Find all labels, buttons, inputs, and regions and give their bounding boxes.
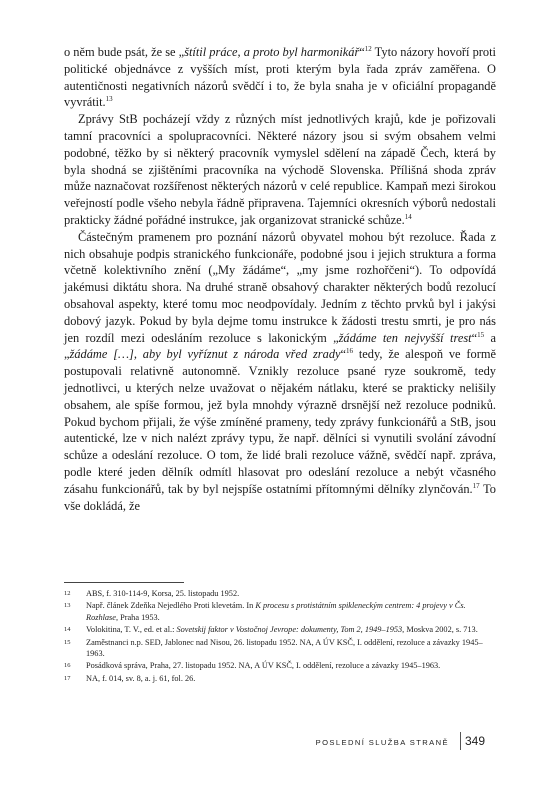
- text-run: Částečným pramenem pro poznání názorů obyvatel mohou být rezoluce. Řada z nich obsahuje podpis stranického funkcionáře, podobné jsou i jejich struktura a forma včetně kolektivního znění („My žádáme“, „my jsme rozhořčeni“). To odpovídá jakémusi diktátu shora. Na druhé straně obsahový charakter některých bodů rezolucí obsahoval aspekty, které tomu moc neodpovídaly. Jedním z těchto prvků byl i jakýsi dobový jazyk. Pokud by byla dejme tomu instrukce k žádosti trestu smrti, je pro nás jen rozdíl mezi odesláním rezoluce s lakonickým „: [64, 229, 496, 345]
- text-run: To vše dokládá, že: [64, 481, 496, 513]
- footnote: [64, 673, 496, 684]
- italic-quote: štítil práce, a proto byl harmonikář: [184, 45, 360, 59]
- footnote-ref: 15: [477, 330, 485, 339]
- footnote-number: 14: [64, 626, 71, 634]
- footnote-separator: [64, 582, 184, 583]
- italic-quote: Sovetskij faktor v Vostočnoj Jevrope: dokumenty, Tom 2, 1949–1953: [176, 625, 403, 635]
- text-run: “: [340, 347, 347, 362]
- footnote: [64, 660, 496, 671]
- footnote-ref: 14: [404, 212, 412, 221]
- text-run: Posádková správa, Praha, 27. listopadu 1952. NA, A ÚV KSČ, I. oddělení, rezoluce a závazky 1945–1963.: [86, 661, 441, 671]
- footnote-ref: 17: [472, 481, 480, 490]
- footnote-ref: 12: [364, 44, 372, 53]
- footnote: [64, 637, 496, 660]
- footnote-number: 17: [64, 674, 71, 682]
- italic-quote: žádáme ten nejvyšší trest: [338, 330, 472, 345]
- text-run: “: [471, 330, 478, 345]
- footnote-ref: 13: [105, 95, 113, 104]
- text-run: Např. článek Zdeňka Nejedlého Proti klevetám. In: [86, 601, 256, 611]
- text-run: “: [359, 45, 365, 59]
- text-run: , Praha 1953.: [115, 612, 160, 622]
- text-run: a „: [64, 330, 496, 362]
- paragraph: [64, 229, 496, 515]
- footnotes: [64, 588, 496, 685]
- main-text: [64, 44, 496, 514]
- paragraph: [64, 111, 496, 229]
- text-run: ABS, f. 310-114-9, Korsa, 25. listopadu 1952.: [86, 589, 240, 598]
- footnote: [64, 588, 496, 599]
- text-run: Tyto názory hovoří proti politické objednávce z vyšších míst, proti kterým byla řada zpráv zaměřena. O autentičnosti negativních názorů svědčí i to, že byla snaha je v oficiální propagandě vyvrátit.: [64, 45, 496, 110]
- text-run: , Moskva 2002, s. 713.: [402, 625, 478, 635]
- footnote-number: 13: [64, 602, 71, 610]
- footnote-ref: 16: [346, 347, 354, 356]
- page-number: 349: [460, 732, 485, 750]
- paragraph: [64, 44, 496, 111]
- italic-quote: K procesu s protistátním spikleneckým centrem: 4 projevy v Čs. Rozhlase: [86, 601, 466, 622]
- footnote-number: 16: [64, 662, 71, 670]
- text-run: Zaměstnanci n.p. SED, Jablonec nad Nisou, 26. listopadu 1952. NA, A ÚV KSČ, I. oddělení, rezoluce a závazky 1945–1963.: [86, 637, 483, 659]
- text-run: NA, f. 014, sv. 8, a. j. 61, fol. 26.: [86, 673, 196, 683]
- footnote-number: 12: [64, 590, 71, 597]
- text-run: tedy, že alespoň ve formě postupovali relativně autonomně. Vznikly rezoluce psané ryze soukromě, tedy jednotlivci, u kterých nelze uvažovat o nějakém nátlaku, které se prakticky nelišily obsahem, ale spíše formou, jež byla mnohdy výrazně drsnější než rezoluce podniků. Pokud bychom přijali, že výše zmíněné prameny, tedy zprávy funkcionářů a StB, jsou autentické, lze v nich nalézt zprávy typu, že např. dělníci si vynutili svolání závodní schůze a odeslání rezoluce. O tom, že lidé brali rezoluce vážně, svědčí např. zpráva, podle které jeden dělník odmítl hlasovat pro odeslání rezoluce a nebýt včasného zásahu funkcionářů, tak by byl nejspíše ostatními přítomnými dělníky zlynčován.: [64, 347, 496, 496]
- text-run: o něm bude psát, že se „: [64, 45, 185, 59]
- text-run: Zprávy StB pocházejí vždy z různých míst jednotlivých krajů, kde je pořizovali tamní pracovníci a spolupracovníci. Některé názory jsou si svým obsahem velmi podobné, těžko by si některý pracovník vymyslel sdělení na západě Čech, která by byla shodná se zjištěními pracovníka na východě Slovenska. Přílišná shoda zpráv může naznačovat rozšířenost některých názorů v celé republice. Kampaň mezi širokou veřejností podle všeho nebyla řádně připravena. Tajemníci okresních výborů nedostali prakticky žádné pořádné instrukce, jak organizovat stranické schůze.: [64, 112, 496, 227]
- footnote-number: 15: [64, 638, 71, 646]
- running-footer-title: POSLEDNÍ SLUŽBA STRANĚ: [315, 738, 449, 747]
- italic-quote: žádáme […], aby byl vyříznut z národa vřed zrady: [69, 347, 341, 362]
- footnote: [64, 600, 496, 623]
- footnote: [64, 624, 496, 635]
- text-run: Volokitina, T. V., ed. et al.:: [86, 625, 177, 635]
